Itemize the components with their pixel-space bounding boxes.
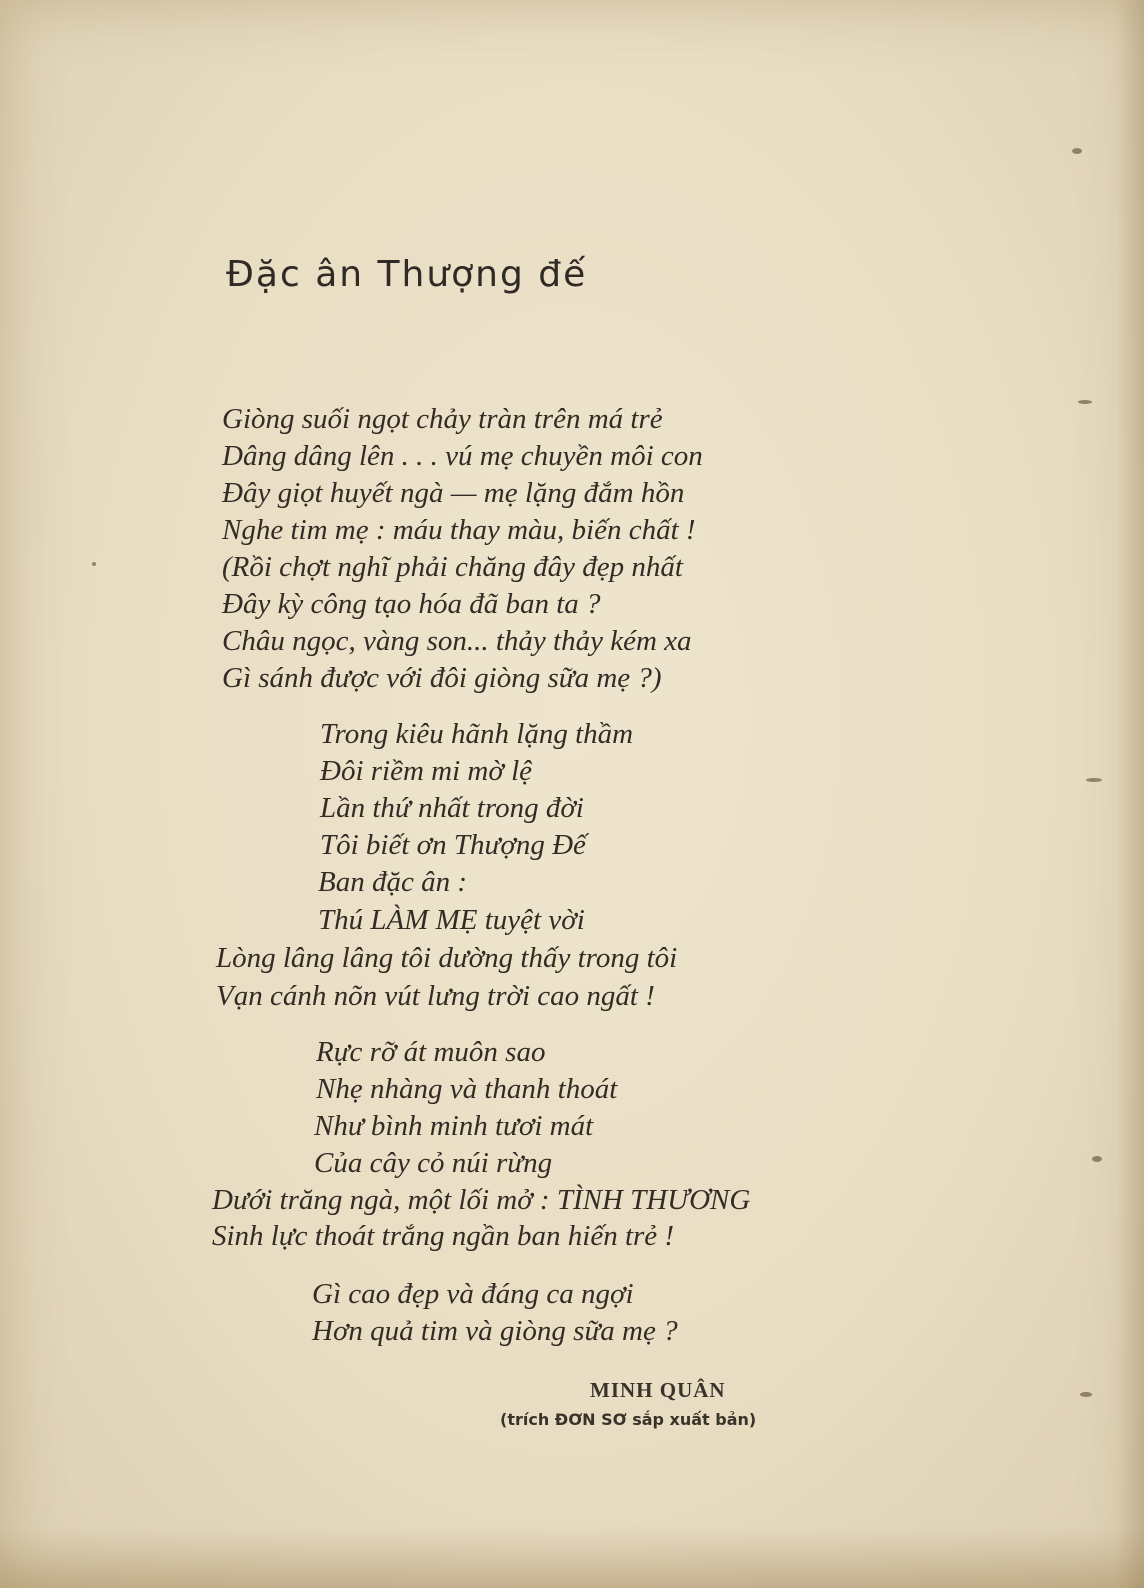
page-bottom-shadow — [0, 1528, 1144, 1588]
poem-line: Trong kiêu hãnh lặng thầm — [320, 718, 634, 750]
poem-line: Ban đặc ân : — [318, 866, 467, 898]
poem-line: Đây kỳ công tạo hóa đã ban ta ? — [222, 588, 601, 620]
author-name: MINH QUÂN — [590, 1378, 726, 1402]
poem-line: Của cây cỏ núi rừng — [314, 1147, 553, 1179]
paper-speck — [1078, 400, 1092, 404]
paper-speck — [1080, 1392, 1092, 1397]
poem-line: Đôi riềm mi mờ lệ — [320, 755, 533, 787]
paper-speck — [92, 562, 96, 566]
poem-line: Gì sánh được với đôi giòng sữa mẹ ?) — [222, 662, 662, 694]
paper-speck — [1072, 148, 1082, 154]
poem-line: Đây giọt huyết ngà — mẹ lặng đắm hồn — [222, 477, 685, 509]
source-note: (trích ĐƠN SƠ sắp xuất bản) — [500, 1410, 757, 1429]
poem-line: Sinh lực thoát trắng ngần ban hiến trẻ ! — [212, 1220, 675, 1252]
poem-title: Đặc ân Thượng đế — [226, 254, 588, 295]
poem-line: Nhẹ nhàng và thanh thoát — [316, 1073, 618, 1105]
poem-line: Hơn quả tim và giòng sữa mẹ ? — [312, 1315, 678, 1347]
poem-line: Giòng suối ngọt chảy tràn trên má trẻ — [222, 403, 663, 435]
poem-line: Dưới trăng ngà, một lối mở : TÌNH THƯƠNG — [212, 1184, 751, 1216]
poem-line: Châu ngọc, vàng son... thảy thảy kém xa — [222, 625, 692, 657]
poem-line: Nghe tim mẹ : máu thay màu, biến chất ! — [222, 514, 696, 546]
poem-line: Lần thứ nhất trong đời — [320, 792, 584, 824]
poem-line: Gì cao đẹp và đáng ca ngợi — [312, 1278, 634, 1310]
poem-line: Thú LÀM MẸ tuyệt vời — [318, 904, 585, 936]
poem-line: Lòng lâng lâng tôi dường thấy trong tôi — [216, 942, 678, 974]
poem-line: Vạn cánh nõn vút lưng trời cao ngất ! — [216, 980, 655, 1012]
poem-line: Dâng dâng lên . . . vú mẹ chuyền môi con — [222, 440, 703, 472]
poem-line: Như bình minh tươi mát — [314, 1110, 594, 1142]
page-edge-shadow — [1116, 0, 1144, 1588]
paper-speck — [1092, 1156, 1102, 1162]
poem-line: (Rồi chợt nghĩ phải chăng đây đẹp nhất — [222, 551, 683, 583]
poem-line: Tôi biết ơn Thượng Đế — [320, 829, 586, 861]
paper-speck — [1086, 778, 1102, 782]
poem-line: Rực rỡ át muôn sao — [316, 1036, 546, 1068]
